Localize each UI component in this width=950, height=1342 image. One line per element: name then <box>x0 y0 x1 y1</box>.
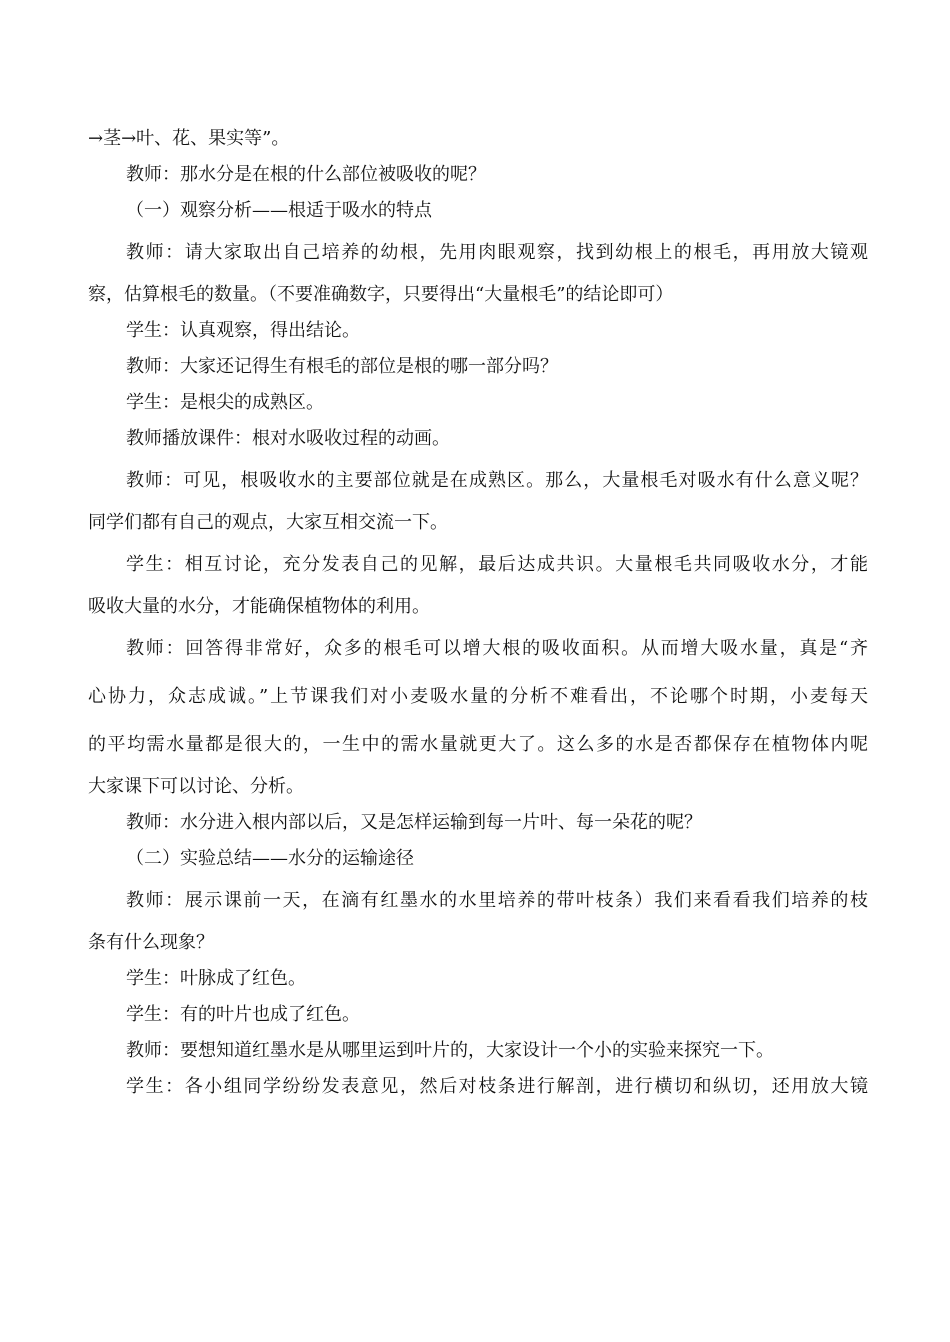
text-line: 学生：相互讨论，充分发表自己的见解，最后达成共识。大量根毛共同吸收水分，才能 <box>126 554 868 575</box>
text-line: 大家课下可以讨论、分析。 <box>88 776 304 797</box>
text-line: 条有什么现象？ <box>88 932 214 953</box>
text-line: 教师：要想知道红墨水是从哪里运到叶片的，大家设计一个小的实验来探究一下。 <box>126 1040 774 1061</box>
text-line: 的平均需水量都是很大的，一生中的需水量就更大了。这么多的水是否都保存在植物体内呢 <box>88 734 868 755</box>
text-line: 教师播放课件：根对水吸收过程的动画。 <box>126 428 450 449</box>
text-line: 学生：是根尖的成熟区。 <box>126 392 324 413</box>
text-line: 同学们都有自己的观点，大家互相交流一下。 <box>88 512 448 533</box>
text-line: 教师：回答得非常好，众多的根毛可以增大根的吸收面积。从而增大吸水量，真是“齐 <box>126 638 868 659</box>
text-line: 教师：大家还记得生有根毛的部位是根的哪一部分吗？ <box>126 356 558 377</box>
text-line: 教师：可见，根吸收水的主要部位就是在成熟区。那么，大量根毛对吸水有什么意义呢？ <box>126 470 868 491</box>
text-line: 教师：水分进入根内部以后，又是怎样运输到每一片叶、每一朵花的呢？ <box>126 812 702 833</box>
text-line: 学生：叶脉成了红色。 <box>126 968 306 989</box>
text-line: 教师：那水分是在根的什么部位被吸收的呢？ <box>126 164 486 185</box>
text-line: 心协力，众志成诚。”上节课我们对小麦吸水量的分析不难看出，不论哪个时期，小麦每天 <box>88 686 868 707</box>
text-line: 教师：展示课前一天，在滴有红墨水的水里培养的带叶枝条）我们来看看我们培养的枝 <box>126 890 868 911</box>
text-line: 学生：有的叶片也成了红色。 <box>126 1004 360 1025</box>
document-body <box>88 121 868 1105</box>
text-line: 吸收大量的水分，才能确保植物体的利用。 <box>88 596 430 617</box>
text-line: （一）观察分析——根适于吸水的特点 <box>126 200 432 221</box>
text-line: →茎→叶、花、果实等”。 <box>88 128 290 149</box>
text-line: 学生：认真观察，得出结论。 <box>126 320 360 341</box>
text-line: 察，估算根毛的数量。（不要准确数字，只要得出“大量根毛”的结论即可） <box>88 284 674 305</box>
text-line: 教师：请大家取出自己培养的幼根，先用肉眼观察，找到幼根上的根毛，再用放大镜观 <box>126 242 868 263</box>
text-line: 学生：各小组同学纷纷发表意见，然后对枝条进行解剖，进行横切和纵切，还用放大镜 <box>126 1076 868 1097</box>
text-line: （二）实验总结——水分的运输途径 <box>126 848 414 869</box>
